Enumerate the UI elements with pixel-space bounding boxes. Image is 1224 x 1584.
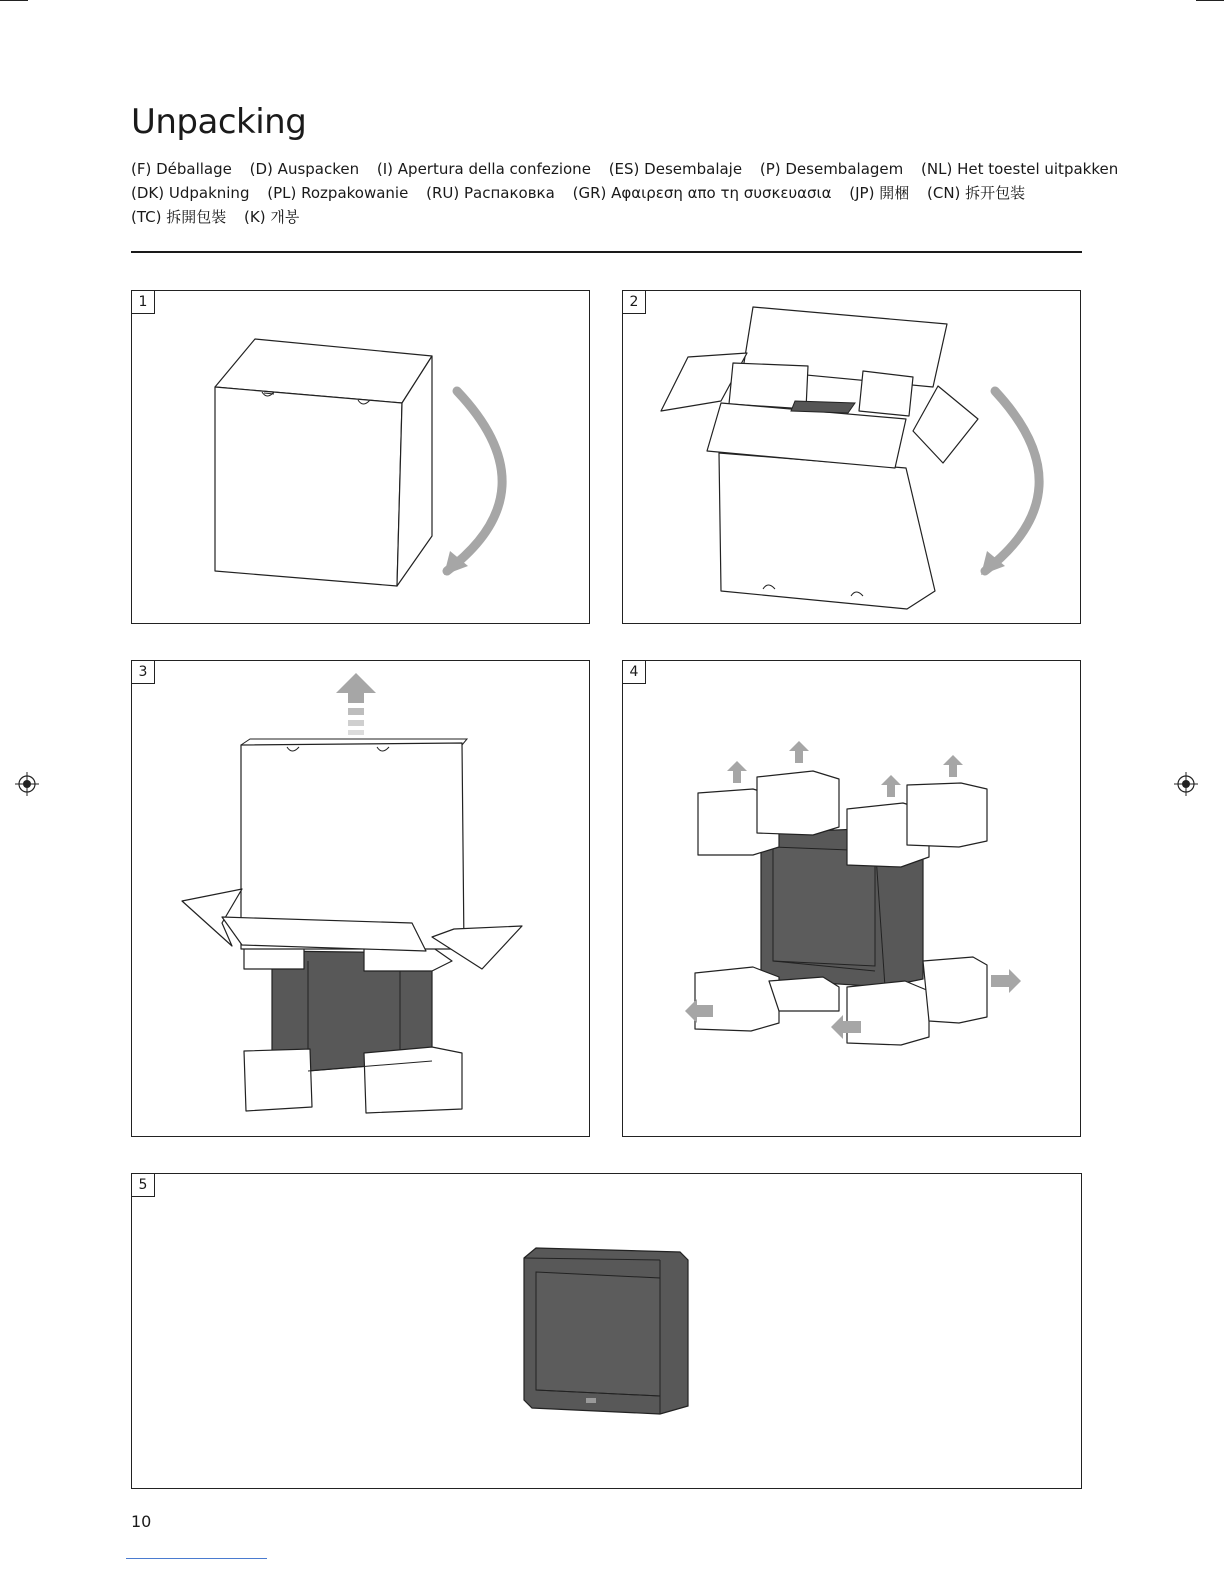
language-label: (TC) 拆開包裝 — [131, 208, 227, 226]
language-label: (GR) Αφαιρεση απο τη συσκευασια — [572, 184, 832, 202]
language-label: (RU) Распаковка — [426, 184, 555, 202]
language-label: (D) Auspacken — [249, 160, 360, 178]
step-number: 1 — [132, 291, 155, 314]
page-number: 10 — [131, 1512, 152, 1531]
language-label: (I) Apertura della confezione — [376, 160, 591, 178]
remove-foam-illustration — [623, 661, 1082, 1138]
language-row-1 — [131, 157, 1119, 181]
language-label: (ES) Desembalaje — [608, 160, 743, 178]
step-number: 4 — [623, 661, 646, 684]
crop-mark-right — [1196, 0, 1224, 1]
language-label: (F) Déballage — [131, 160, 232, 178]
opened-box-illustration — [623, 291, 1082, 625]
step-5-panel — [131, 1173, 1082, 1489]
language-list — [131, 157, 1119, 229]
step-4-panel — [622, 660, 1081, 1137]
step-number: 5 — [132, 1174, 155, 1197]
step-number: 3 — [132, 661, 155, 684]
language-label: (PL) Rozpakowanie — [267, 184, 409, 202]
language-label: (JP) 開梱 — [849, 184, 910, 202]
language-label: (P) Desembalagem — [759, 160, 904, 178]
language-row-3 — [131, 205, 1091, 229]
crop-mark-left — [0, 0, 28, 1]
registration-mark-right-icon — [1174, 772, 1198, 796]
subwoofer-illustration — [132, 1174, 1083, 1490]
language-label: (K) 개봉 — [244, 208, 300, 226]
language-row-2 — [131, 181, 1091, 205]
header-divider — [131, 251, 1082, 253]
step-number: 2 — [623, 291, 646, 314]
language-label: (DK) Udpakning — [131, 184, 250, 202]
step-1-panel — [131, 290, 590, 624]
footer-line — [126, 1558, 267, 1559]
closed-box-illustration — [132, 291, 591, 625]
lift-box-illustration — [132, 661, 591, 1138]
step-3-panel — [131, 660, 590, 1137]
page-title: Unpacking — [131, 102, 307, 142]
language-label: (NL) Het toestel uitpakken — [921, 160, 1119, 178]
language-label: (CN) 拆开包装 — [927, 184, 1026, 202]
registration-mark-left-icon — [15, 772, 39, 796]
step-2-panel — [622, 290, 1081, 624]
